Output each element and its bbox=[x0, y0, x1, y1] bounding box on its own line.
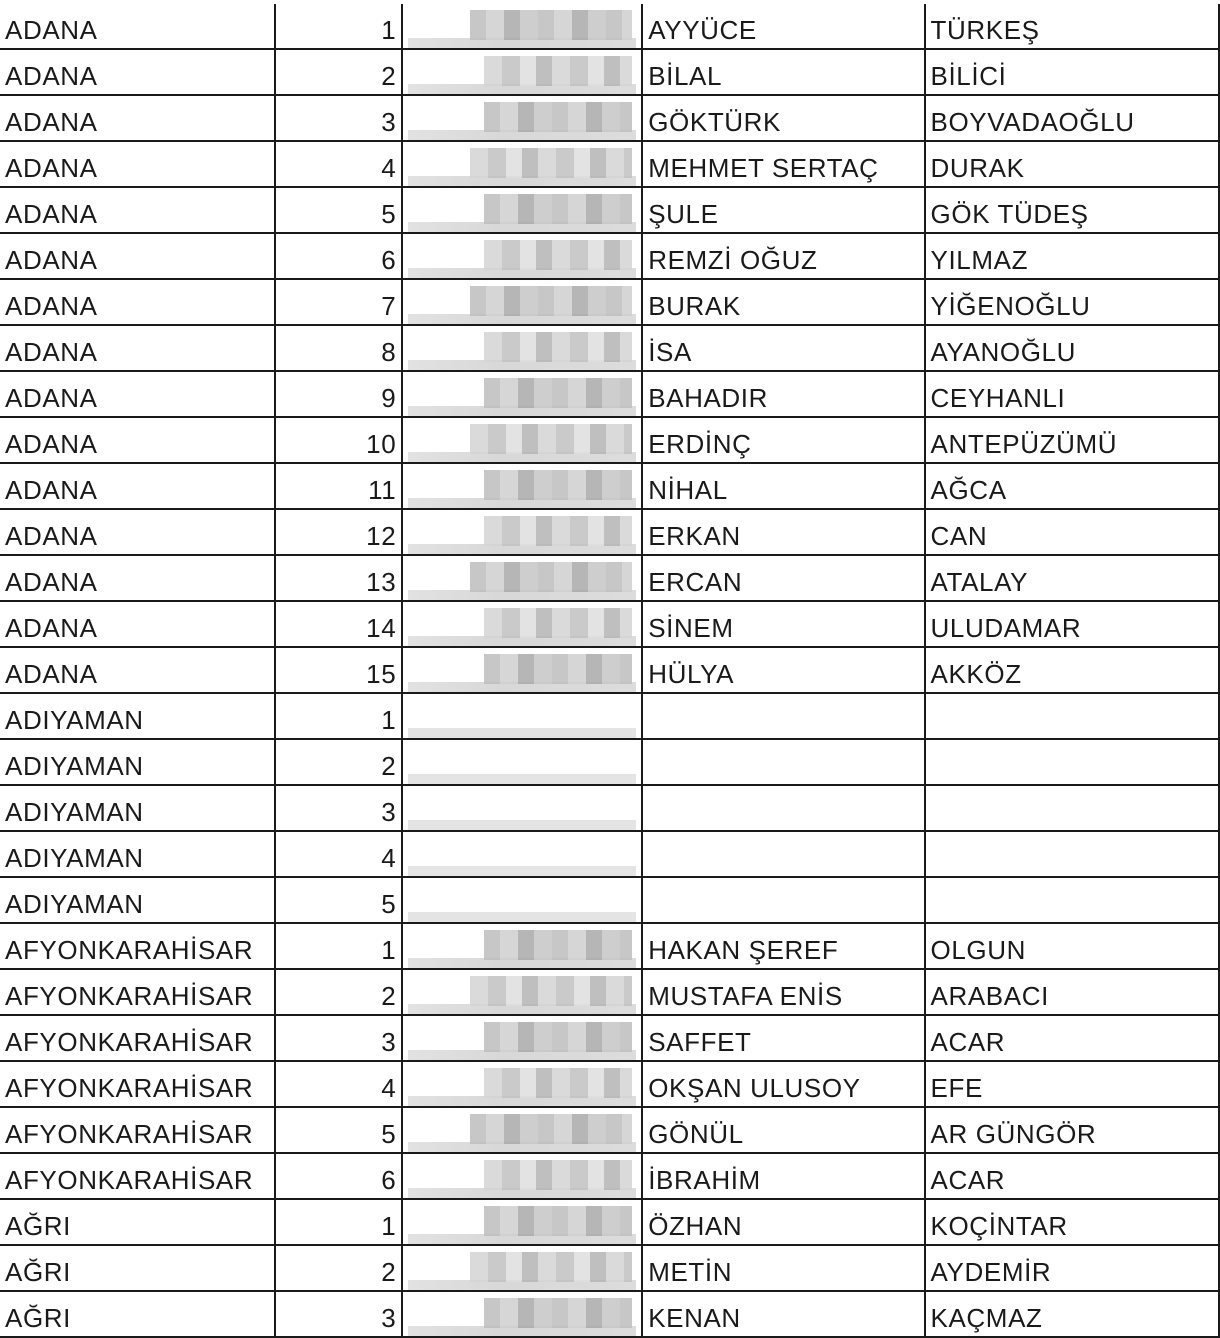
order-cell[interactable]: 15 bbox=[275, 647, 402, 693]
province-cell[interactable]: ADIYAMAN bbox=[0, 785, 275, 831]
redacted-cell[interactable] bbox=[402, 1245, 642, 1291]
spreadsheet-view bbox=[0, 4, 1200, 1333]
last-name-cell[interactable]: ARABACI bbox=[925, 969, 1219, 1015]
redacted-cell[interactable] bbox=[402, 647, 642, 693]
order-cell[interactable]: 2 bbox=[275, 1245, 402, 1291]
province-cell[interactable]: AFYONKARAHİSAR bbox=[0, 1153, 275, 1199]
redacted-cell[interactable] bbox=[402, 49, 642, 95]
order-cell[interactable]: 4 bbox=[275, 1061, 402, 1107]
redaction-block bbox=[484, 332, 632, 362]
pixelated-redaction bbox=[408, 372, 636, 416]
pixelated-redaction bbox=[408, 694, 636, 738]
first-name-cell[interactable]: MEHMET SERTAÇ bbox=[642, 141, 924, 187]
order-cell[interactable]: 1 bbox=[275, 923, 402, 969]
redaction-block bbox=[484, 1298, 632, 1328]
redaction-block bbox=[484, 102, 632, 132]
redaction-block bbox=[484, 240, 632, 270]
province-cell[interactable]: ADIYAMAN bbox=[0, 739, 275, 785]
redacted-cell[interactable] bbox=[402, 1015, 642, 1061]
order-cell[interactable]: 4 bbox=[275, 141, 402, 187]
first-name-cell[interactable]: GÖKTÜRK bbox=[642, 95, 924, 141]
province-cell[interactable]: ADANA bbox=[0, 233, 275, 279]
redaction-block bbox=[484, 1160, 632, 1190]
last-name-cell[interactable]: YILMAZ bbox=[925, 233, 1219, 279]
redacted-cell[interactable] bbox=[402, 601, 642, 647]
pixelated-redaction bbox=[408, 1246, 636, 1290]
pixelated-redaction bbox=[408, 740, 636, 784]
province-cell[interactable]: ADANA bbox=[0, 555, 275, 601]
pixelated-redaction bbox=[408, 832, 636, 876]
table-row bbox=[0, 279, 1219, 325]
redaction-band bbox=[408, 866, 636, 876]
redaction-block bbox=[484, 470, 632, 500]
last-name-cell[interactable]: GÖK TÜDEŞ bbox=[925, 187, 1219, 233]
first-name-cell[interactable]: MUSTAFA ENİS bbox=[642, 969, 924, 1015]
pixelated-redaction bbox=[408, 50, 636, 94]
table-row bbox=[0, 1107, 1219, 1153]
redacted-cell[interactable] bbox=[402, 371, 642, 417]
first-name-cell[interactable]: ERCAN bbox=[642, 555, 924, 601]
redacted-cell[interactable] bbox=[402, 555, 642, 601]
last-name-cell[interactable]: YİĞENOĞLU bbox=[925, 279, 1219, 325]
province-cell[interactable]: ADANA bbox=[0, 601, 275, 647]
table-row bbox=[0, 417, 1219, 463]
order-cell[interactable]: 6 bbox=[275, 233, 402, 279]
order-cell[interactable]: 3 bbox=[275, 1015, 402, 1061]
redacted-cell[interactable] bbox=[402, 969, 642, 1015]
last-name-cell[interactable]: ACAR bbox=[925, 1153, 1219, 1199]
pixelated-redaction bbox=[408, 924, 636, 968]
pixelated-redaction bbox=[408, 648, 636, 692]
last-name-cell[interactable]: CAN bbox=[925, 509, 1219, 555]
first-name-cell[interactable]: HÜLYA bbox=[642, 647, 924, 693]
first-name-cell[interactable]: METİN bbox=[642, 1245, 924, 1291]
pixelated-redaction bbox=[408, 602, 636, 646]
pixelated-redaction bbox=[408, 464, 636, 508]
province-cell[interactable]: ADANA bbox=[0, 95, 275, 141]
first-name-cell[interactable]: REMZİ OĞUZ bbox=[642, 233, 924, 279]
table-row bbox=[0, 785, 1219, 831]
table-row bbox=[0, 1015, 1219, 1061]
province-cell[interactable]: AFYONKARAHİSAR bbox=[0, 1061, 275, 1107]
redacted-cell[interactable] bbox=[402, 877, 642, 923]
redacted-cell[interactable] bbox=[402, 463, 642, 509]
redacted-cell[interactable] bbox=[402, 187, 642, 233]
table-row bbox=[0, 601, 1219, 647]
redacted-cell[interactable] bbox=[402, 1199, 642, 1245]
last-name-cell[interactable]: ACAR bbox=[925, 1015, 1219, 1061]
first-name-cell[interactable]: HAKAN ŞEREF bbox=[642, 923, 924, 969]
pixelated-redaction bbox=[408, 234, 636, 278]
last-name-cell[interactable]: KOÇİNTAR bbox=[925, 1199, 1219, 1245]
redacted-cell[interactable] bbox=[402, 693, 642, 739]
pixelated-redaction bbox=[408, 1016, 636, 1060]
province-cell[interactable]: AFYONKARAHİSAR bbox=[0, 923, 275, 969]
order-cell[interactable]: 3 bbox=[275, 1291, 402, 1337]
order-cell[interactable]: 2 bbox=[275, 969, 402, 1015]
first-name-cell[interactable]: BAHADIR bbox=[642, 371, 924, 417]
province-cell[interactable]: ADANA bbox=[0, 279, 275, 325]
redacted-cell[interactable] bbox=[402, 1153, 642, 1199]
first-name-cell[interactable]: İSA bbox=[642, 325, 924, 371]
table-row bbox=[0, 509, 1219, 555]
last-name-cell[interactable]: AR GÜNGÖR bbox=[925, 1107, 1219, 1153]
last-name-cell[interactable]: TÜRKEŞ bbox=[925, 4, 1219, 49]
first-name-cell[interactable]: ŞULE bbox=[642, 187, 924, 233]
table-row bbox=[0, 923, 1219, 969]
last-name-cell[interactable]: ANTEPÜZÜMÜ bbox=[925, 417, 1219, 463]
order-cell[interactable]: 2 bbox=[275, 49, 402, 95]
candidate-table-body bbox=[0, 4, 1219, 1337]
redacted-cell[interactable] bbox=[402, 1107, 642, 1153]
redaction-block bbox=[484, 1206, 632, 1236]
table-row bbox=[0, 693, 1219, 739]
pixelated-redaction bbox=[408, 1062, 636, 1106]
province-cell[interactable]: ADANA bbox=[0, 647, 275, 693]
province-cell[interactable]: ADANA bbox=[0, 49, 275, 95]
first-name-cell[interactable] bbox=[642, 693, 924, 739]
province-cell[interactable]: ADIYAMAN bbox=[0, 877, 275, 923]
province-cell[interactable]: AĞRI bbox=[0, 1291, 275, 1337]
order-cell[interactable]: 5 bbox=[275, 1107, 402, 1153]
first-name-cell[interactable]: ERDİNÇ bbox=[642, 417, 924, 463]
pixelated-redaction bbox=[408, 188, 636, 232]
province-cell[interactable]: ADANA bbox=[0, 509, 275, 555]
table-row bbox=[0, 1199, 1219, 1245]
redaction-block bbox=[484, 654, 632, 684]
order-cell[interactable]: 2 bbox=[275, 739, 402, 785]
redacted-cell[interactable] bbox=[402, 1061, 642, 1107]
redacted-cell[interactable] bbox=[402, 509, 642, 555]
redaction-block bbox=[470, 10, 632, 40]
first-name-cell[interactable]: SİNEM bbox=[642, 601, 924, 647]
redaction-block bbox=[470, 976, 632, 1006]
province-cell[interactable]: ADANA bbox=[0, 141, 275, 187]
pixelated-redaction bbox=[408, 1292, 636, 1336]
table-row bbox=[0, 325, 1219, 371]
last-name-cell[interactable] bbox=[925, 877, 1219, 923]
last-name-cell[interactable] bbox=[925, 739, 1219, 785]
redaction-block bbox=[484, 1022, 632, 1052]
redaction-block bbox=[470, 1114, 632, 1144]
first-name-cell[interactable]: SAFFET bbox=[642, 1015, 924, 1061]
province-cell[interactable]: AFYONKARAHİSAR bbox=[0, 969, 275, 1015]
province-cell[interactable]: ADANA bbox=[0, 463, 275, 509]
last-name-cell[interactable] bbox=[925, 831, 1219, 877]
table-row bbox=[0, 1153, 1219, 1199]
table-row bbox=[0, 4, 1219, 49]
last-name-cell[interactable]: AKKÖZ bbox=[925, 647, 1219, 693]
first-name-cell[interactable] bbox=[642, 785, 924, 831]
first-name-cell[interactable]: BURAK bbox=[642, 279, 924, 325]
redacted-cell[interactable] bbox=[402, 141, 642, 187]
order-cell[interactable]: 9 bbox=[275, 371, 402, 417]
province-cell[interactable]: AFYONKARAHİSAR bbox=[0, 1015, 275, 1061]
redacted-cell[interactable] bbox=[402, 785, 642, 831]
table-row bbox=[0, 463, 1219, 509]
first-name-cell[interactable] bbox=[642, 831, 924, 877]
redacted-cell[interactable] bbox=[402, 233, 642, 279]
pixelated-redaction bbox=[408, 418, 636, 462]
province-cell[interactable]: ADIYAMAN bbox=[0, 831, 275, 877]
redaction-block bbox=[470, 1252, 632, 1282]
pixelated-redaction bbox=[408, 510, 636, 554]
last-name-cell[interactable] bbox=[925, 785, 1219, 831]
order-cell[interactable]: 1 bbox=[275, 693, 402, 739]
last-name-cell[interactable]: BİLİCİ bbox=[925, 49, 1219, 95]
pixelated-redaction bbox=[408, 878, 636, 922]
redaction-band bbox=[408, 774, 636, 784]
first-name-cell[interactable]: BİLAL bbox=[642, 49, 924, 95]
redacted-cell[interactable] bbox=[402, 1291, 642, 1337]
redacted-cell[interactable] bbox=[402, 279, 642, 325]
last-name-cell[interactable]: BOYVADAOĞLU bbox=[925, 95, 1219, 141]
redacted-cell[interactable] bbox=[402, 831, 642, 877]
order-cell[interactable]: 11 bbox=[275, 463, 402, 509]
order-cell[interactable]: 3 bbox=[275, 95, 402, 141]
last-name-cell[interactable]: ULUDAMAR bbox=[925, 601, 1219, 647]
redacted-cell[interactable] bbox=[402, 325, 642, 371]
last-name-cell[interactable]: OLGUN bbox=[925, 923, 1219, 969]
redacted-cell[interactable] bbox=[402, 739, 642, 785]
order-cell[interactable]: 13 bbox=[275, 555, 402, 601]
order-cell[interactable]: 3 bbox=[275, 785, 402, 831]
pixelated-redaction bbox=[408, 1200, 636, 1244]
first-name-cell[interactable]: NİHAL bbox=[642, 463, 924, 509]
order-cell[interactable]: 14 bbox=[275, 601, 402, 647]
province-cell[interactable]: AĞRI bbox=[0, 1199, 275, 1245]
first-name-cell[interactable] bbox=[642, 739, 924, 785]
order-cell[interactable]: 1 bbox=[275, 1199, 402, 1245]
redaction-block bbox=[484, 1068, 632, 1098]
order-cell[interactable]: 7 bbox=[275, 279, 402, 325]
order-cell[interactable]: 5 bbox=[275, 877, 402, 923]
province-cell[interactable]: ADANA bbox=[0, 325, 275, 371]
table-row bbox=[0, 1061, 1219, 1107]
redaction-band bbox=[408, 728, 636, 738]
redaction-block bbox=[470, 424, 632, 454]
province-cell[interactable]: ADANA bbox=[0, 187, 275, 233]
pixelated-redaction bbox=[408, 96, 636, 140]
last-name-cell[interactable]: KAÇMAZ bbox=[925, 1291, 1219, 1337]
pixelated-redaction bbox=[408, 326, 636, 370]
table-row bbox=[0, 969, 1219, 1015]
table-row bbox=[0, 141, 1219, 187]
last-name-cell[interactable] bbox=[925, 693, 1219, 739]
redaction-block bbox=[484, 608, 632, 638]
pixelated-redaction bbox=[408, 280, 636, 324]
redaction-block bbox=[484, 930, 632, 960]
redaction-block bbox=[470, 562, 632, 592]
redacted-cell[interactable] bbox=[402, 95, 642, 141]
redaction-block bbox=[484, 194, 632, 224]
first-name-cell[interactable] bbox=[642, 877, 924, 923]
order-cell[interactable]: 10 bbox=[275, 417, 402, 463]
order-cell[interactable]: 6 bbox=[275, 1153, 402, 1199]
table-row bbox=[0, 739, 1219, 785]
province-cell[interactable]: AFYONKARAHİSAR bbox=[0, 1107, 275, 1153]
table-row bbox=[0, 49, 1219, 95]
redaction-band bbox=[408, 820, 636, 830]
first-name-cell[interactable]: İBRAHİM bbox=[642, 1153, 924, 1199]
redaction-block bbox=[484, 516, 632, 546]
candidate-table bbox=[0, 4, 1220, 1338]
pixelated-redaction bbox=[408, 142, 636, 186]
redaction-block bbox=[470, 148, 632, 178]
table-row bbox=[0, 555, 1219, 601]
first-name-cell[interactable]: GÖNÜL bbox=[642, 1107, 924, 1153]
first-name-cell[interactable]: KENAN bbox=[642, 1291, 924, 1337]
pixelated-redaction bbox=[408, 4, 636, 48]
order-cell[interactable]: 1 bbox=[275, 4, 402, 49]
pixelated-redaction bbox=[408, 556, 636, 600]
pixelated-redaction bbox=[408, 1154, 636, 1198]
province-cell[interactable]: ADIYAMAN bbox=[0, 693, 275, 739]
order-cell[interactable]: 12 bbox=[275, 509, 402, 555]
table-row bbox=[0, 371, 1219, 417]
pixelated-redaction bbox=[408, 786, 636, 830]
first-name-cell[interactable]: OKŞAN ULUSOY bbox=[642, 1061, 924, 1107]
redaction-band bbox=[408, 912, 636, 922]
redacted-cell[interactable] bbox=[402, 923, 642, 969]
order-cell[interactable]: 4 bbox=[275, 831, 402, 877]
order-cell[interactable]: 5 bbox=[275, 187, 402, 233]
redaction-block bbox=[484, 56, 632, 86]
first-name-cell[interactable]: AYYÜCE bbox=[642, 4, 924, 49]
table-row bbox=[0, 877, 1219, 923]
first-name-cell[interactable]: ERKAN bbox=[642, 509, 924, 555]
redaction-block bbox=[484, 378, 632, 408]
last-name-cell[interactable]: AYANOĞLU bbox=[925, 325, 1219, 371]
table-row bbox=[0, 647, 1219, 693]
province-cell[interactable]: ADANA bbox=[0, 417, 275, 463]
last-name-cell[interactable]: AYDEMİR bbox=[925, 1245, 1219, 1291]
table-row bbox=[0, 233, 1219, 279]
province-cell[interactable]: AĞRI bbox=[0, 1245, 275, 1291]
pixelated-redaction bbox=[408, 970, 636, 1014]
table-row bbox=[0, 187, 1219, 233]
table-row bbox=[0, 1291, 1219, 1337]
first-name-cell[interactable]: ÖZHAN bbox=[642, 1199, 924, 1245]
last-name-cell[interactable]: DURAK bbox=[925, 141, 1219, 187]
province-cell[interactable]: ADANA bbox=[0, 4, 275, 49]
last-name-cell[interactable]: CEYHANLI bbox=[925, 371, 1219, 417]
last-name-cell[interactable]: AĞCA bbox=[925, 463, 1219, 509]
province-cell[interactable]: ADANA bbox=[0, 371, 275, 417]
last-name-cell[interactable]: ATALAY bbox=[925, 555, 1219, 601]
redaction-block bbox=[470, 286, 632, 316]
redacted-cell[interactable] bbox=[402, 417, 642, 463]
redacted-cell[interactable] bbox=[402, 4, 642, 49]
order-cell[interactable]: 8 bbox=[275, 325, 402, 371]
table-row bbox=[0, 1245, 1219, 1291]
pixelated-redaction bbox=[408, 1108, 636, 1152]
table-row bbox=[0, 95, 1219, 141]
last-name-cell[interactable]: EFE bbox=[925, 1061, 1219, 1107]
table-row bbox=[0, 831, 1219, 877]
